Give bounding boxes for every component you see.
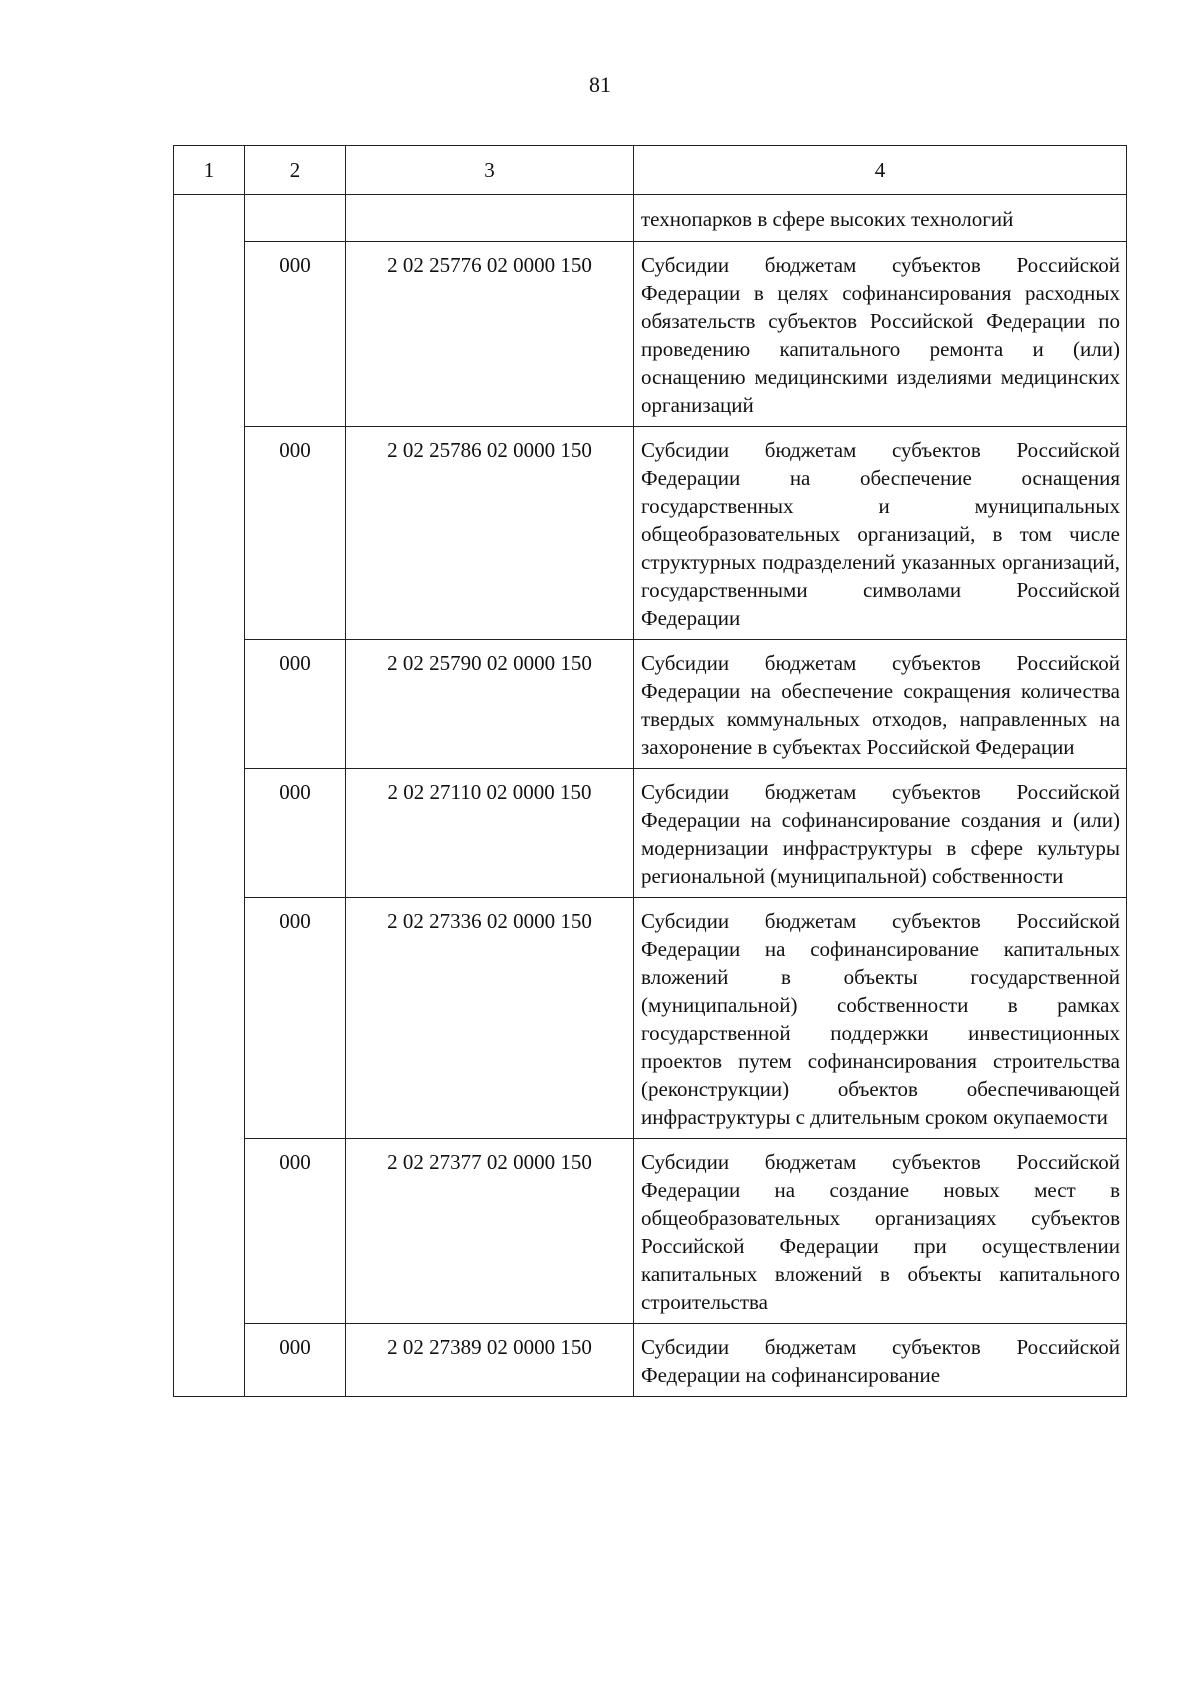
budget-classification-table [173, 145, 1127, 1397]
admin-code-cell: 000 [245, 1324, 346, 1397]
admin-code-cell: 000 [245, 1139, 346, 1324]
budget-code-cell: 2 02 27110 02 0000 150 [346, 769, 634, 898]
table-row [174, 898, 1127, 1139]
budget-code-cell: 2 02 25786 02 0000 150 [346, 427, 634, 640]
admin-code-cell: 000 [245, 427, 346, 640]
column-header-2: 2 [245, 146, 346, 195]
description-cell: Субсидии бюджетам субъектов Российской Федерации на софинансирование создания и (или) модернизации инфраструктуры в сфере культуры региональной (муниципальной) собственности [634, 769, 1127, 898]
budget-code-cell: 2 02 27389 02 0000 150 [346, 1324, 634, 1397]
budget-code-cell: 2 02 25790 02 0000 150 [346, 640, 634, 769]
column-header-4: 4 [634, 146, 1127, 195]
table-row [174, 242, 1127, 427]
description-cell: технопарков в сфере высоких технологий [634, 195, 1127, 242]
description-cell: Субсидии бюджетам субъектов Российской Федерации на обеспечение сокращения количества твердых коммунальных отходов, направленных на захоронение в субъектах Российской Федерации [634, 640, 1127, 769]
description-cell: Субсидии бюджетам субъектов Российской Федерации на софинансирование капитальных вложений в объекты государственной (муниципальной) собственности в рамках государственной поддержки инвестиционных проектов путем софинансирования строительства (реконструкции) объектов обеспечивающей инфраструктуры с длительным сроком окупаемости [634, 898, 1127, 1139]
column-header-1: 1 [174, 146, 245, 195]
table-row [174, 427, 1127, 640]
table-row [174, 769, 1127, 898]
column-1-cell [174, 195, 245, 1397]
description-cell: Субсидии бюджетам субъектов Российской Федерации на софинансирование [634, 1324, 1127, 1397]
table-row [174, 1139, 1127, 1324]
budget-code-cell: 2 02 27377 02 0000 150 [346, 1139, 634, 1324]
description-cell: Субсидии бюджетам субъектов Российской Федерации в целях софинансирования расходных обязательств субъектов Российской Федерации по проведению капитального ремонта и (или) оснащению медицинскими изделиями медицинских организаций [634, 242, 1127, 427]
column-header-3: 3 [346, 146, 634, 195]
table-row [174, 195, 1127, 242]
budget-code-cell: 2 02 27336 02 0000 150 [346, 898, 634, 1139]
admin-code-cell: 000 [245, 769, 346, 898]
admin-code-cell: 000 [245, 242, 346, 427]
description-cell: Субсидии бюджетам субъектов Российской Федерации на обеспечение оснащения государственных и муниципальных общеобразовательных организаций, в том числе структурных подразделений указанных организаций, государственными символами Российской Федерации [634, 427, 1127, 640]
page-number: 81 [589, 72, 611, 97]
table-header-row [174, 146, 1127, 195]
description-cell: Субсидии бюджетам субъектов Российской Федерации на создание новых мест в общеобразовательных организациях субъектов Российской Федерации при осуществлении капитальных вложений в объекты капитального строительства [634, 1139, 1127, 1324]
admin-code-cell [245, 195, 346, 242]
budget-code-cell: 2 02 25776 02 0000 150 [346, 242, 634, 427]
admin-code-cell: 000 [245, 898, 346, 1139]
table-row [174, 1324, 1127, 1397]
table-row [174, 640, 1127, 769]
budget-code-cell [346, 195, 634, 242]
admin-code-cell: 000 [245, 640, 346, 769]
